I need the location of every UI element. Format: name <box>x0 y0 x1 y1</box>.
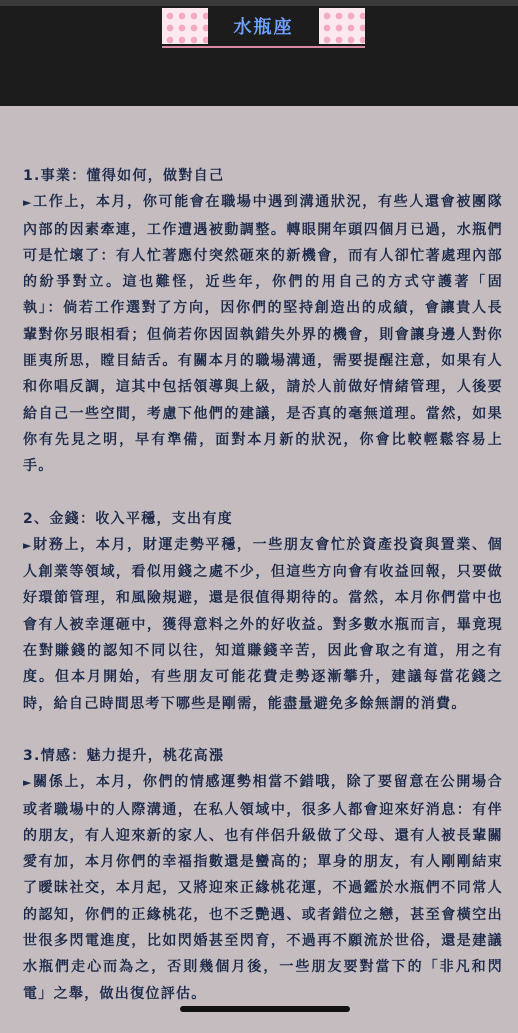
section-heading: 1.事業：懂得如何，做對自己 <box>23 168 225 184</box>
polka-dot-decoration-left <box>162 8 208 44</box>
header-banner <box>0 6 518 106</box>
section-body <box>23 532 503 717</box>
article-content <box>23 163 503 1033</box>
bullet-arrow-icon: ► <box>23 538 33 552</box>
section-career <box>23 163 503 480</box>
section-text: 工作上，本月，你可能會在職場中遇到溝通狀況，有些人還會被團隊內部的因素牽連，工作遭遇被動調整。轉眼開年頭四個月已過，水瓶們可是忙壞了：有人忙著應付突然砸來的新機會，而有人卻忙著處理內部的紛爭對立。這也難怪，近些年，你們的用自己的方式守護著「固執」：倘若工作選對了方向，因你們的堅持創造出的成績，會讓貴人長輩對你另眼相看；但倘若你因固執錯失外界的機會，則會讓身邊人對你匪夷所思，瞠目結舌。有關本月的職場溝通，需要提醒注意，如果有人和你唱反調，這其中包括領導與上級，請於人前做好情緒管理，人後要給自己一些空間，考慮下他們的建議，是否真的毫無道理。當然，如果你有先見之明，早有準備，面對本月新的狀況，你會比較輕鬆容易上手。 <box>23 194 503 475</box>
section-text: 財務上，本月，財運走勢平穩，一些朋友會忙於資產投資與置業、個人創業等領域，看似用錢之處不少，但這些方向會有收益回報，只要做好環節管理，和風險規避，還是很值得期待的。當然，本月你們當中也會有人被幸運砸中，獲得意料之外的好收益。對多數水瓶而言，畢竟現在對賺錢的認知不同以往，知道賺錢辛苦，因此會取之有道，用之有度。但本月開始，有些朋友可能花費走勢逐漸攀升，建議每當花錢之時，給自己時間思考下哪些是剛需，能盡量避免多餘無謂的消費。 <box>23 536 503 712</box>
bullet-arrow-icon: ► <box>23 776 33 790</box>
page-title: 水瓶座 <box>233 17 294 38</box>
title-underline <box>162 46 365 48</box>
section-heading: 3.情感：魅力提升，桃花高漲 <box>23 747 225 764</box>
section-money <box>23 506 503 717</box>
home-indicator-bar[interactable] <box>180 1006 350 1012</box>
section-relationship <box>23 743 503 1007</box>
section-body <box>23 189 503 479</box>
section-body <box>23 769 503 1007</box>
title-banner <box>162 8 365 44</box>
section-text: 關係上，本月，你們的情感運勢相當不錯哦，除了要留意在公開場合或者職場中的人際溝通，在私人領域中，很多人都會迎來好消息：有伴的朋友，有人迎來新的家人、也有伴侶升級做了父母、還有人被長輩關愛有加，本月你們的幸福指數還是蠻高的；單身的朋友，有人剛剛結束了曖昧社交，本月起，又將迎來正緣桃花運，不過鑑於水瓶們不同常人的認知，你們的正緣桃花，也不乏艷遇、或者錯位之戀，甚至會橫空出世很多閃電進度，比如閃婚甚至閃育，不過再不願流於世俗，還是建議水瓶們走心而為之，否則幾個月後，一些朋友要對當下的「非凡和閃電」之舉，做出復位評估。 <box>23 774 503 1002</box>
polka-dot-decoration-right <box>319 8 365 44</box>
section-heading: 2、金錢：收入平穩，支出有度 <box>23 510 233 527</box>
bullet-arrow-icon: ► <box>23 196 33 210</box>
